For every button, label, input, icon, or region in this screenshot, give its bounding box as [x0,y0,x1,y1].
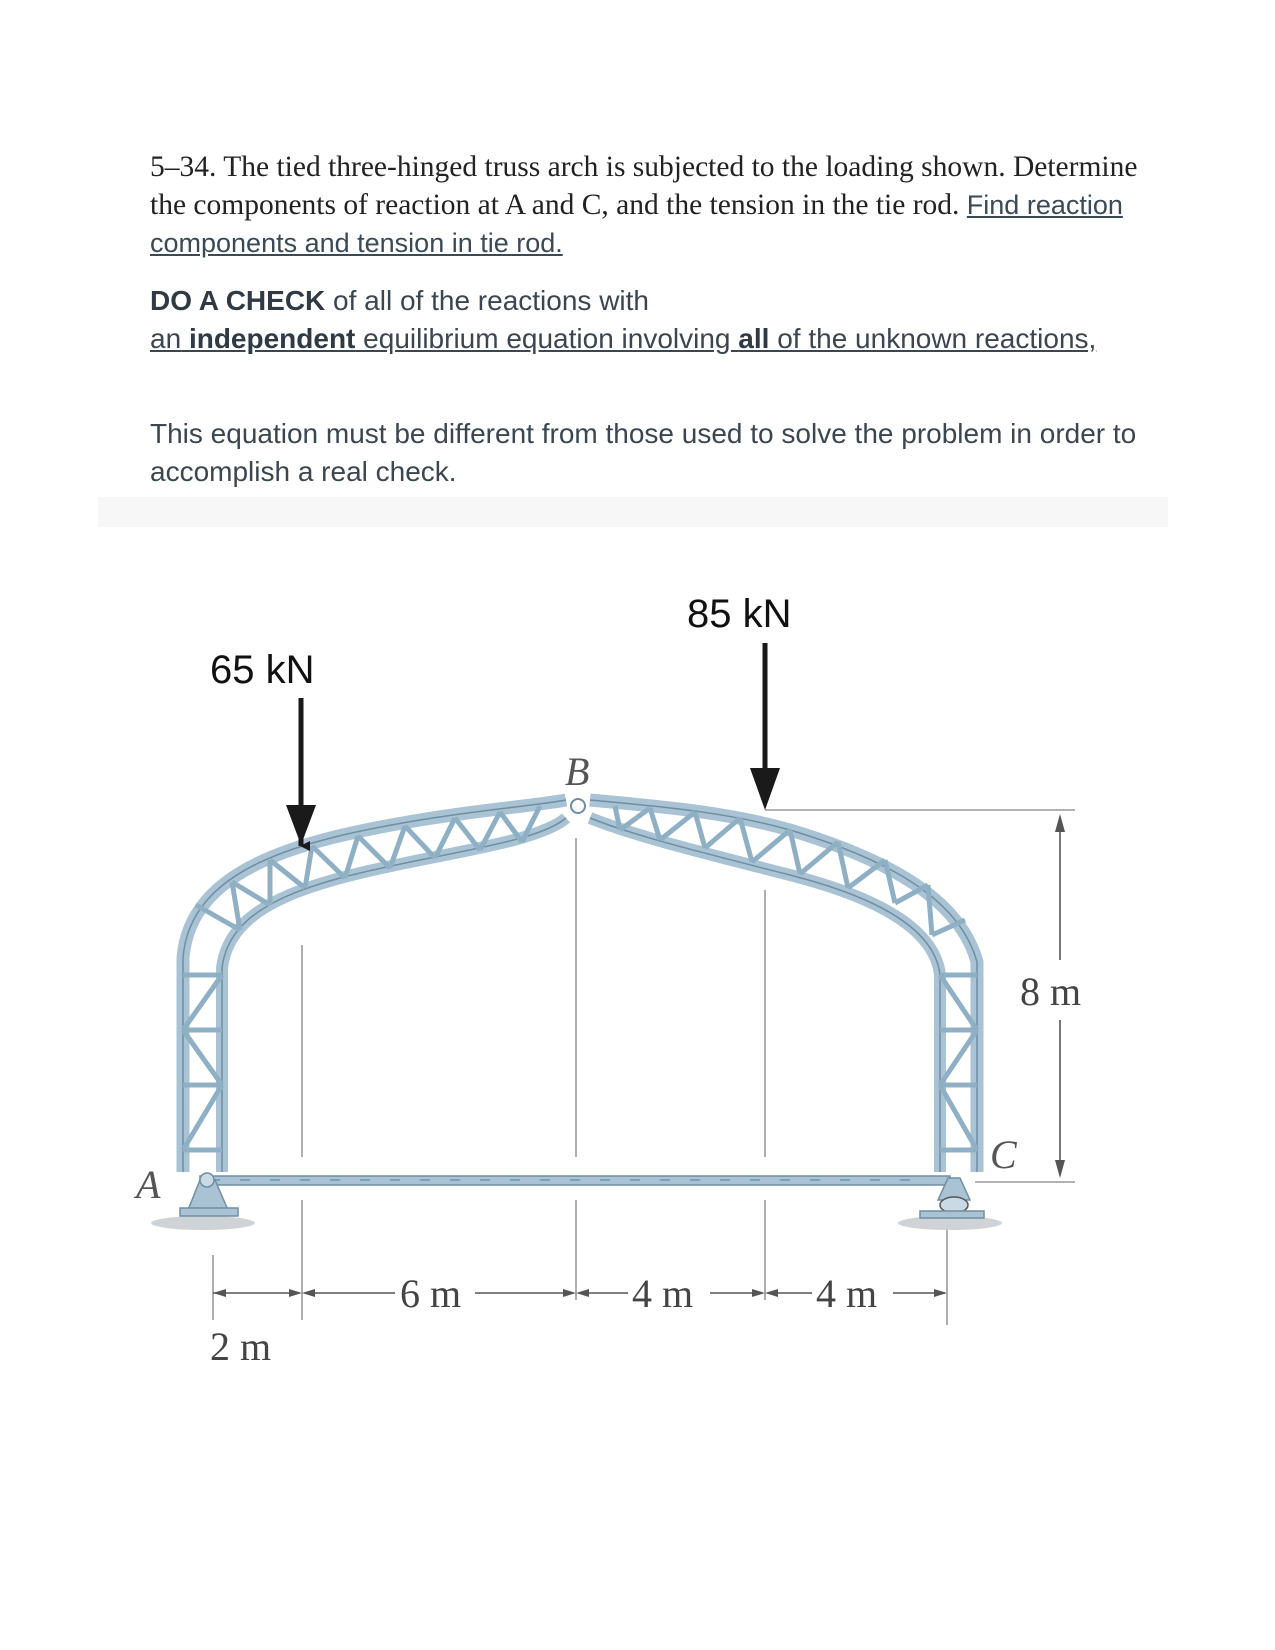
label-B: B [565,749,590,794]
load-arrowhead-85kN [750,768,780,810]
check-bold-all: all [738,323,770,354]
label-A: A [136,1162,161,1207]
check-bold-independent: independent [188,323,356,354]
label-4m-b: 4 m [816,1271,878,1316]
check-underlined-line: an independent equilibrium equation involving all of the unknown reactions, [150,323,1097,354]
label-load-65kN: 65 kN [210,648,315,692]
problem-text: The tied three-hinged truss arch is subjected to the loading shown. Determine the components of reaction at A and C, and the tension in the tie rod. [150,151,1138,221]
hinge-B [571,799,585,813]
check-note: This equation must be different from those used to solve the problem in order to accomplish a real check. [150,418,1137,487]
label-2m: 2 m [210,1324,272,1369]
label-C: C [990,1132,1017,1177]
check-bold-lead: DO A CHECK [150,285,326,316]
label-load-85kN: 85 kN [687,592,792,636]
label-6m: 6 m [400,1271,462,1316]
tie-rod [200,1176,950,1185]
label-4m-a: 4 m [632,1271,694,1316]
problem-number: 5–34. [150,151,217,183]
check-text-1: of all of the reactions with [325,285,649,316]
label-8m: 8 m [1020,969,1082,1014]
task-link[interactable]: Find reaction components and tension in tie rod. [150,190,1123,258]
ground-A [151,1216,255,1230]
